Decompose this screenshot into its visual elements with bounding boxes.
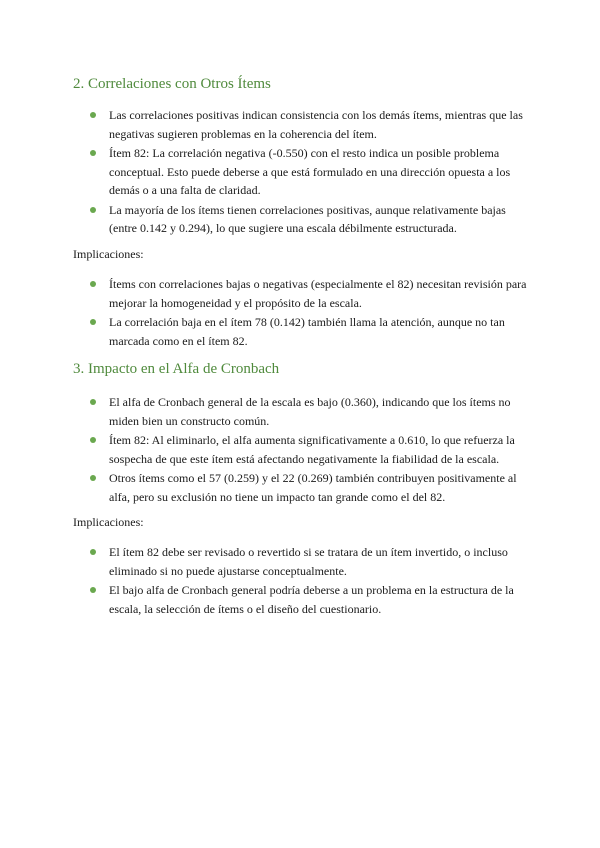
list-item xyxy=(0,543,530,580)
list-item-text: La correlación baja en el ítem 78 (0.142) también llama la atención, aunque no tan marcada como en el ítem 82. xyxy=(109,315,505,348)
section-2-heading: 2. Correlaciones con Otros Ítems xyxy=(73,76,271,92)
section-3-bullet-list xyxy=(0,393,600,507)
list-item xyxy=(0,431,530,468)
list-item-text: La mayoría de los ítems tienen correlaciones positivas, aunque relativamente bajas (entre 0.142 y 0.294), lo que sugiere una escala débilmente estructurada. xyxy=(109,202,506,235)
section-2-implications-list xyxy=(0,275,600,351)
list-item-text: Las correlaciones positivas indican consistencia con los demás ítems, mientras que las negativas sugieren problemas en la coherencia del ítem. xyxy=(109,108,523,141)
list-item xyxy=(0,106,530,143)
list-item-text: Ítems con correlaciones bajas o negativas (especialmente el 82) necesitan revisión para mejorar la homogeneidad y el propósito de la escala. xyxy=(109,277,527,310)
bullet-icon xyxy=(90,549,96,555)
section-2-implications-label: Implicaciones: xyxy=(73,247,144,261)
bullet-icon xyxy=(90,319,96,325)
list-item-text: Ítem 82: Al eliminarlo, el alfa aumenta significativamente a 0.610, lo que refuerza la sospecha de que este ítem está afectando negativamente la fiabilidad de la escala. xyxy=(109,433,515,466)
list-item xyxy=(0,469,530,506)
list-item-text: Ítem 82: La correlación negativa (-0.550) con el resto indica un posible problema conceptual. Esto puede deberse a que está formulado en una dirección opuesta a los demás o a una falta de claridad. xyxy=(109,146,511,197)
section-3-implications-list xyxy=(0,543,600,619)
bullet-icon xyxy=(90,475,96,481)
list-item xyxy=(0,393,530,430)
list-item xyxy=(0,275,530,312)
list-item xyxy=(0,313,530,350)
list-item-text: El ítem 82 debe ser revisado o revertido si se tratara de un ítem invertido, o incluso eliminado si no puede ajustarse conceptualmente. xyxy=(109,545,508,578)
list-item xyxy=(0,144,530,200)
bullet-icon xyxy=(90,150,96,156)
section-2-bullet-list xyxy=(0,106,600,239)
list-item xyxy=(0,201,530,238)
bullet-icon xyxy=(90,207,96,213)
list-item-text: El bajo alfa de Cronbach general podría deberse a un problema en la estructura de la escala, la selección de ítems o el diseño del cuestionario. xyxy=(109,583,514,616)
section-3-implications-label: Implicaciones: xyxy=(73,515,144,529)
bullet-icon xyxy=(90,281,96,287)
list-item-text: El alfa de Cronbach general de la escala es bajo (0.360), indicando que los ítems no miden bien un constructo común. xyxy=(109,395,511,428)
bullet-icon xyxy=(90,399,96,405)
bullet-icon xyxy=(90,587,96,593)
bullet-icon xyxy=(90,112,96,118)
list-item xyxy=(0,581,530,618)
list-item-text: Otros ítems como el 57 (0.259) y el 22 (0.269) también contribuyen positivamente al alfa, pero su exclusión no tiene un impacto tan grande como el del 82. xyxy=(109,471,517,504)
section-3-heading: 3. Impacto en el Alfa de Cronbach xyxy=(73,361,280,377)
bullet-icon xyxy=(90,437,96,443)
